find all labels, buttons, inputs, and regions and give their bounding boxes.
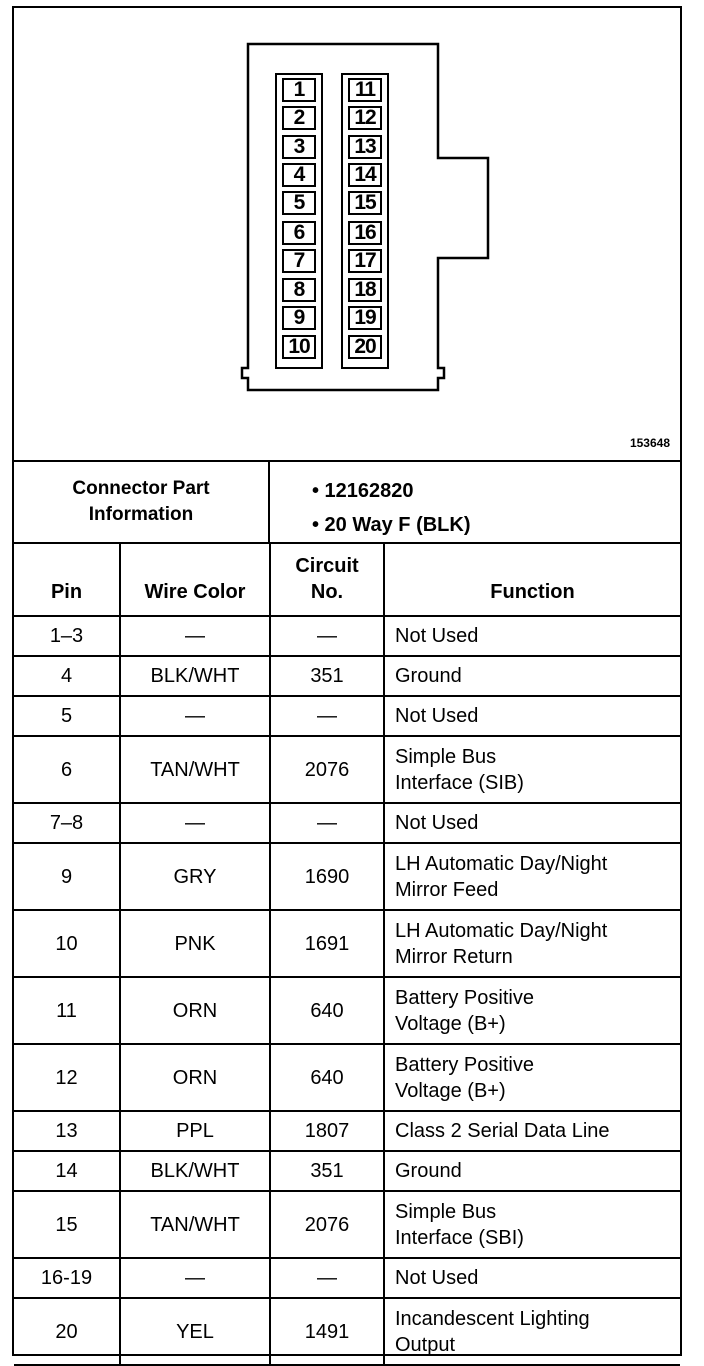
table-row	[14, 736, 680, 803]
function-line1: Ground	[395, 665, 462, 687]
pin-box: 11	[348, 78, 382, 102]
circuit-cell: 2076	[270, 736, 384, 803]
header-wire-color: Wire Color	[120, 544, 270, 616]
part-info-values	[272, 462, 680, 542]
wire-color-cell: —	[120, 616, 270, 656]
table-row	[14, 1258, 680, 1298]
function-cell	[384, 1191, 680, 1258]
function-line1: Incandescent Lighting	[395, 1307, 590, 1330]
circuit-cell: 1691	[270, 910, 384, 977]
pin-cell: 14	[14, 1151, 120, 1191]
pin-cell: 6	[14, 736, 120, 803]
pin-box: 9	[282, 306, 316, 330]
function-cell	[384, 977, 680, 1044]
pin-box: 19	[348, 306, 382, 330]
part-number: • 12162820	[312, 480, 414, 502]
pin-cell: 4	[14, 656, 120, 696]
circuit-cell: —	[270, 1258, 384, 1298]
table-row	[14, 1044, 680, 1111]
wire-color-cell: YEL	[120, 1298, 270, 1365]
wire-color-cell: TAN/WHT	[120, 736, 270, 803]
function-cell	[384, 736, 680, 803]
circuit-cell: —	[270, 616, 384, 656]
connector-part-information	[14, 462, 680, 544]
pin-cell: 10	[14, 910, 120, 977]
function-line1: Battery Positive	[395, 986, 534, 1009]
wire-color-cell: —	[120, 696, 270, 736]
circuit-cell: 1690	[270, 843, 384, 910]
table-row	[14, 1151, 680, 1191]
function-line1: Not Used	[395, 625, 479, 647]
pin-box: 7	[282, 249, 316, 273]
table-header-row	[14, 544, 680, 616]
pin-box: 10	[282, 335, 316, 359]
circuit-cell: 1491	[270, 1298, 384, 1365]
function-line2: Mirror Return	[395, 945, 513, 968]
part-info-label	[14, 462, 270, 542]
pin-box: 13	[348, 135, 382, 159]
wire-color-cell: PPL	[120, 1111, 270, 1151]
header-circuit-line2: No.	[310, 581, 344, 603]
wire-color-cell: BLK/WHT	[120, 656, 270, 696]
pin-box: 3	[282, 135, 316, 159]
wire-color-cell: PNK	[120, 910, 270, 977]
circuit-cell: 351	[270, 1151, 384, 1191]
figure-id: 153648	[629, 436, 670, 450]
function-cell	[384, 656, 680, 696]
pin-cell: 9	[14, 843, 120, 910]
pin-box: 5	[282, 191, 316, 215]
circuit-cell: 2076	[270, 1191, 384, 1258]
pin-box: 16	[348, 221, 382, 245]
function-line1: LH Automatic Day/Night	[395, 852, 608, 875]
pin-cell: 7–8	[14, 803, 120, 843]
circuit-cell: 351	[270, 656, 384, 696]
pin-cell: 15	[14, 1191, 120, 1258]
function-cell	[384, 1258, 680, 1298]
wire-color-cell: TAN/WHT	[120, 1191, 270, 1258]
pin-box: 4	[282, 163, 316, 187]
table-row	[14, 843, 680, 910]
function-line2: Voltage (B+)	[395, 1079, 506, 1102]
pinout-table	[14, 544, 680, 1366]
pin-box: 6	[282, 221, 316, 245]
wire-color-cell: ORN	[120, 977, 270, 1044]
header-pin: Pin	[14, 544, 120, 616]
function-line1: Not Used	[395, 705, 479, 727]
pin-cell: 11	[14, 977, 120, 1044]
table-row	[14, 1111, 680, 1151]
function-line2: Mirror Feed	[395, 878, 499, 901]
function-line1: Simple Bus	[395, 1200, 497, 1223]
function-cell	[384, 910, 680, 977]
circuit-cell: —	[270, 696, 384, 736]
table-row	[14, 977, 680, 1044]
pin-box: 14	[348, 163, 382, 187]
function-cell	[384, 843, 680, 910]
table-row	[14, 616, 680, 656]
connector-sheet	[12, 6, 682, 1356]
function-cell	[384, 1298, 680, 1365]
pin-cell: 16-19	[14, 1258, 120, 1298]
pin-cell: 12	[14, 1044, 120, 1111]
pin-cell: 1–3	[14, 616, 120, 656]
circuit-cell: 640	[270, 1044, 384, 1111]
function-line1: Not Used	[395, 1267, 479, 1289]
connector-outline	[14, 8, 680, 460]
function-cell	[384, 1151, 680, 1191]
function-cell	[384, 616, 680, 656]
connector-diagram	[14, 8, 680, 462]
table-row	[14, 1298, 680, 1365]
function-line1: LH Automatic Day/Night	[395, 919, 608, 942]
pin-box: 15	[348, 191, 382, 215]
function-line1: Simple Bus	[395, 745, 497, 768]
function-cell	[384, 1111, 680, 1151]
part-info-label-line2: Information	[88, 504, 194, 525]
pin-box: 17	[348, 249, 382, 273]
function-cell	[384, 696, 680, 736]
pin-cell: 5	[14, 696, 120, 736]
function-line1: Not Used	[395, 812, 479, 834]
pin-box: 2	[282, 106, 316, 130]
wire-color-cell: —	[120, 1258, 270, 1298]
table-row	[14, 803, 680, 843]
header-circuit	[270, 544, 384, 616]
pin-cell: 13	[14, 1111, 120, 1151]
part-info-label-line1: Connector Part	[72, 478, 210, 499]
pin-box: 1	[282, 78, 316, 102]
function-line1: Ground	[395, 1160, 462, 1182]
function-line2: Voltage (B+)	[395, 1012, 506, 1035]
function-line1: Class 2 Serial Data Line	[395, 1120, 610, 1142]
function-line1: Battery Positive	[395, 1053, 534, 1076]
function-cell	[384, 1044, 680, 1111]
function-cell	[384, 803, 680, 843]
header-circuit-line1: Circuit	[295, 555, 359, 577]
connector-type: • 20 Way F (BLK)	[312, 514, 471, 536]
pin-box: 18	[348, 278, 382, 302]
function-line2: Interface (SBI)	[395, 1226, 524, 1249]
pin-cell: 20	[14, 1298, 120, 1365]
pinout-table-body	[14, 616, 680, 1365]
table-row	[14, 696, 680, 736]
circuit-cell: 1807	[270, 1111, 384, 1151]
wire-color-cell: ORN	[120, 1044, 270, 1111]
circuit-cell: —	[270, 803, 384, 843]
pin-box: 20	[348, 335, 382, 359]
table-row	[14, 656, 680, 696]
wire-color-cell: GRY	[120, 843, 270, 910]
pin-box: 12	[348, 106, 382, 130]
wire-color-cell: —	[120, 803, 270, 843]
circuit-cell: 640	[270, 977, 384, 1044]
pin-box: 8	[282, 278, 316, 302]
header-function: Function	[384, 544, 680, 616]
table-row	[14, 910, 680, 977]
table-row	[14, 1191, 680, 1258]
wire-color-cell: BLK/WHT	[120, 1151, 270, 1191]
function-line2: Output	[395, 1333, 456, 1356]
function-line2: Interface (SIB)	[395, 771, 524, 794]
